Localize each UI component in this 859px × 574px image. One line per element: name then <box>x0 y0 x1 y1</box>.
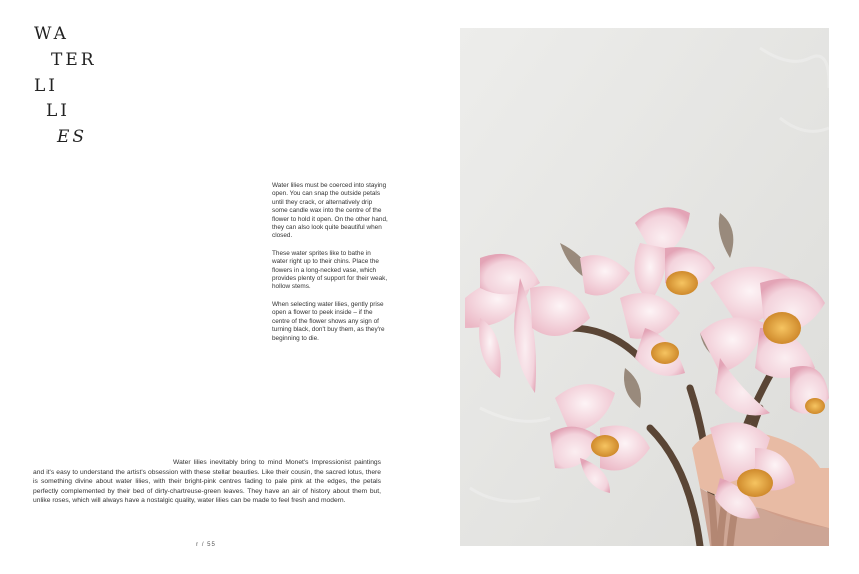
sidebar-paragraph-3: When selecting water lilies, gently prise open a flower to peek inside – if the centre of the flower shows any sign of turning black, don't buy them, as they're beginning to die. <box>272 300 385 342</box>
title-line-1: WA <box>34 24 69 44</box>
title-line-3: LI <box>34 76 59 96</box>
title-line-2: TER <box>51 50 97 70</box>
sidebar-paragraph-2: These water sprites like to bathe in water right up to their chins. Place the flowers in a long-necked vase, which provides plenty of support for their weak, hollow stems. <box>272 249 388 291</box>
sidebar-paragraph-1: Water lilies must be coerced into staying open. You can snap the outside petals until they crack, or alternatively drip some candle wax into the centre of the flower to hold it open. On the other hand, they can also look quite beautiful when closed. <box>272 182 388 240</box>
water-lily-illustration <box>460 28 829 546</box>
body-paragraph: Water lilies inevitably bring to mind Monet's Impressionist paintings and it's easy to understand the artist's obsession with these stellar beauties. Like their cousin, the sacred lotus, there is something divine about water lilies, with their bright-pink centres fading to pale pink at the edges, the petals perfectly complemented by their bed of dirty-chartreuse-green leaves. They have an air of history about them but, unlike roses, which will always have a nostalgic quality, water lilies can be made to feel fresh and modern. <box>33 459 381 505</box>
water-lily-photo <box>460 28 829 546</box>
page-number: r / 55 <box>196 542 216 548</box>
sidebar-column <box>272 182 388 352</box>
title-line-5: ES <box>57 127 88 147</box>
title-line-4: LI <box>46 101 71 121</box>
